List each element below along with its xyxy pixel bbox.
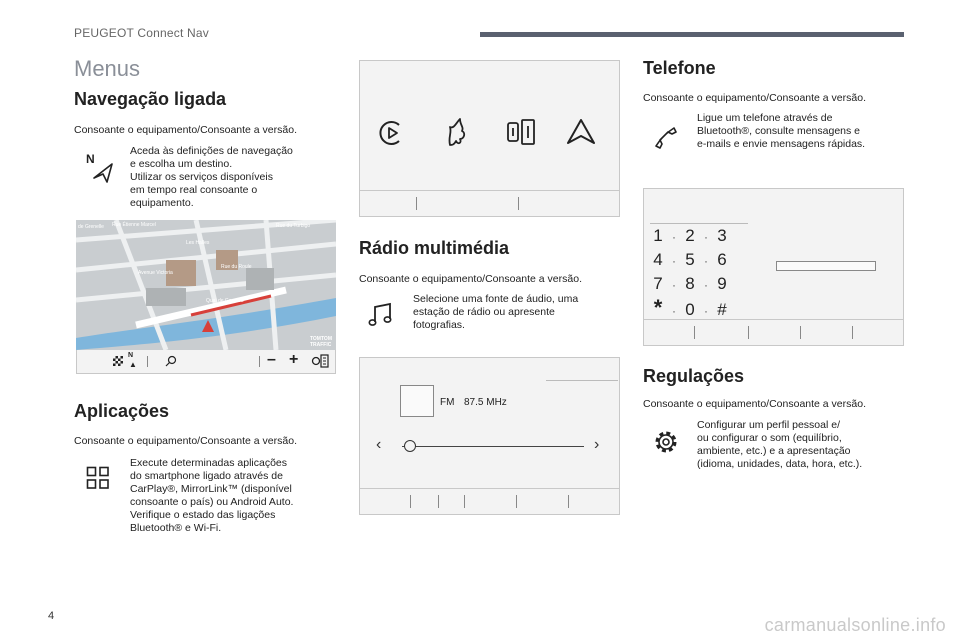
description-aplicacoes (130, 457, 293, 535)
search-icon[interactable] (165, 355, 177, 367)
section-subtitle-radio: Consoante o equipamento/Consoante a versão. (359, 273, 582, 285)
bar-divider (147, 356, 148, 367)
slider-handle[interactable] (404, 440, 416, 452)
map-grid-icon[interactable] (113, 356, 123, 366)
navigation-arrow-icon (86, 150, 116, 186)
key-hash[interactable]: # (717, 300, 727, 319)
bar-divider (464, 495, 465, 508)
bar-divider (516, 495, 517, 508)
radio-frequency: 87.5 MHz (464, 397, 507, 408)
key-4[interactable]: 4 (653, 250, 663, 269)
frequency-slider[interactable] (402, 446, 584, 447)
phone-handset-icon (652, 124, 678, 150)
music-note-icon (368, 302, 394, 328)
peugeot-lion-icon[interactable] (442, 117, 470, 147)
key-5[interactable]: 5 (685, 250, 695, 269)
radio-band: FM (440, 397, 455, 408)
number-display (776, 261, 876, 271)
keypad-row: 1 · 2 · 3 (650, 224, 730, 248)
android-auto-icon[interactable] (566, 117, 596, 147)
bar-divider (694, 326, 695, 339)
settings-gear-icon (652, 428, 680, 456)
map-settings-icon[interactable] (311, 354, 329, 369)
radio-soft-bar (360, 488, 619, 514)
key-0[interactable]: 0 (685, 300, 695, 319)
svg-text:N: N (86, 152, 95, 166)
mirrorlink-icon[interactable] (506, 117, 536, 147)
bar-divider (852, 326, 853, 339)
bar-divider (800, 326, 801, 339)
bar-divider (518, 197, 519, 210)
keypad-row: 7 · 8 · 9 (650, 272, 730, 296)
next-icon[interactable]: › (594, 436, 600, 453)
section-title-telefone: Telefone (643, 58, 716, 78)
section-subtitle-telefone: Consoante o equipamento/Consoante a versão. (643, 92, 866, 104)
key-3[interactable]: 3 (717, 226, 727, 245)
apps-grid-icon (86, 466, 110, 490)
keypad-row: 4 · 5 · 6 (650, 248, 730, 272)
description-line: do smartphone ligado através de (130, 470, 283, 482)
section-subtitle-aplicacoes: Consoante o equipamento/Consoante a versão. (74, 435, 297, 447)
menus-title: Menus (74, 56, 141, 81)
section-title-regulacoes: Regulações (643, 366, 745, 386)
apps-screen (359, 60, 620, 217)
map-street-label: Les Halles (186, 240, 210, 246)
carplay-icon[interactable] (378, 119, 406, 147)
map-street-label: Quai de Gesvres (206, 298, 244, 304)
map-street-label: de Grenelle (78, 224, 104, 230)
bar-divider (438, 495, 439, 508)
title-line (546, 380, 618, 381)
key-1[interactable]: 1 (653, 226, 663, 245)
description-line: Bluetooth® e Wi-Fi. (130, 522, 222, 534)
description-line: consoante o país) ou Android Auto. (130, 496, 294, 508)
phone-soft-bar (644, 319, 903, 345)
map-street-label: Avenue Victoria (138, 270, 173, 276)
station-logo-box (400, 385, 434, 417)
description-regulacoes: Configurar um perfil pessoal e/ ou configurar o som (equilíbrio, ambiente, etc.) e a apresentação (idioma, unidades, data, hora, etc.). (697, 419, 863, 470)
previous-icon[interactable]: ‹ (376, 436, 382, 453)
bar-divider (416, 197, 417, 210)
header-bar (480, 32, 904, 37)
section-subtitle-regulacoes: Consoante o equipamento/Consoante a versão. (643, 398, 866, 410)
key-6[interactable]: 6 (717, 250, 727, 269)
keypad (650, 224, 730, 320)
page-number: 4 (48, 610, 55, 622)
map-soft-bar (76, 350, 336, 374)
description-telefone: Ligue um telefone através de Bluetooth®, consulte mensagens e e-mails e envie mensagens rápidas. (697, 112, 866, 150)
zoom-out-icon[interactable]: – (267, 351, 276, 368)
description-radio: Selecione uma fonte de áudio, uma estação de rádio ou apresente fotografias. (413, 293, 579, 331)
north-label: N (128, 352, 134, 359)
apps-soft-bar (360, 190, 619, 216)
bar-divider (259, 356, 260, 367)
bar-divider (410, 495, 411, 508)
section-title-aplicacoes: Aplicações (74, 401, 170, 421)
navigation-map (76, 220, 336, 350)
key-9[interactable]: 9 (717, 274, 727, 293)
section-title-radio: Rádio multimédia (359, 238, 510, 258)
key-8[interactable]: 8 (685, 274, 695, 293)
key-2[interactable]: 2 (685, 226, 695, 245)
header-title: PEUGEOT Connect Nav (74, 26, 209, 40)
map-street-label: Rue du Turbigo (276, 223, 311, 229)
bar-divider (748, 326, 749, 339)
watermark: carmanualsonline.info (764, 615, 946, 635)
map-street-label: Rue Étienne Marcel (112, 222, 156, 228)
zoom-in-icon[interactable]: + (289, 351, 299, 368)
map-street-label: Rue du Roule (221, 264, 252, 270)
description-line: CarPlay®, MirrorLink™ (disponível (130, 483, 292, 495)
bar-divider (568, 495, 569, 508)
tomtom-traffic-logo: TOMTOM TRAFFIC (309, 336, 332, 348)
section-subtitle-navegacao: Consoante o equipamento/Consoante a versão. (74, 124, 297, 136)
keypad-row: * · 0 · # (650, 296, 730, 320)
description-line: Execute determinadas aplicações (130, 457, 288, 469)
key-7[interactable]: 7 (653, 274, 663, 293)
radio-screen (359, 357, 620, 515)
section-title-navegacao: Navegação ligada (74, 89, 227, 109)
key-star[interactable]: * (653, 295, 663, 320)
compass-icon[interactable]: ▲ (129, 360, 137, 369)
description-navegacao: Aceda às definições de navegação e escolha um destino. Utilizar os serviços disponíveis em tempo real consoante o equipamento. (130, 145, 293, 209)
description-line: Verifique o estado das ligações (130, 509, 276, 521)
